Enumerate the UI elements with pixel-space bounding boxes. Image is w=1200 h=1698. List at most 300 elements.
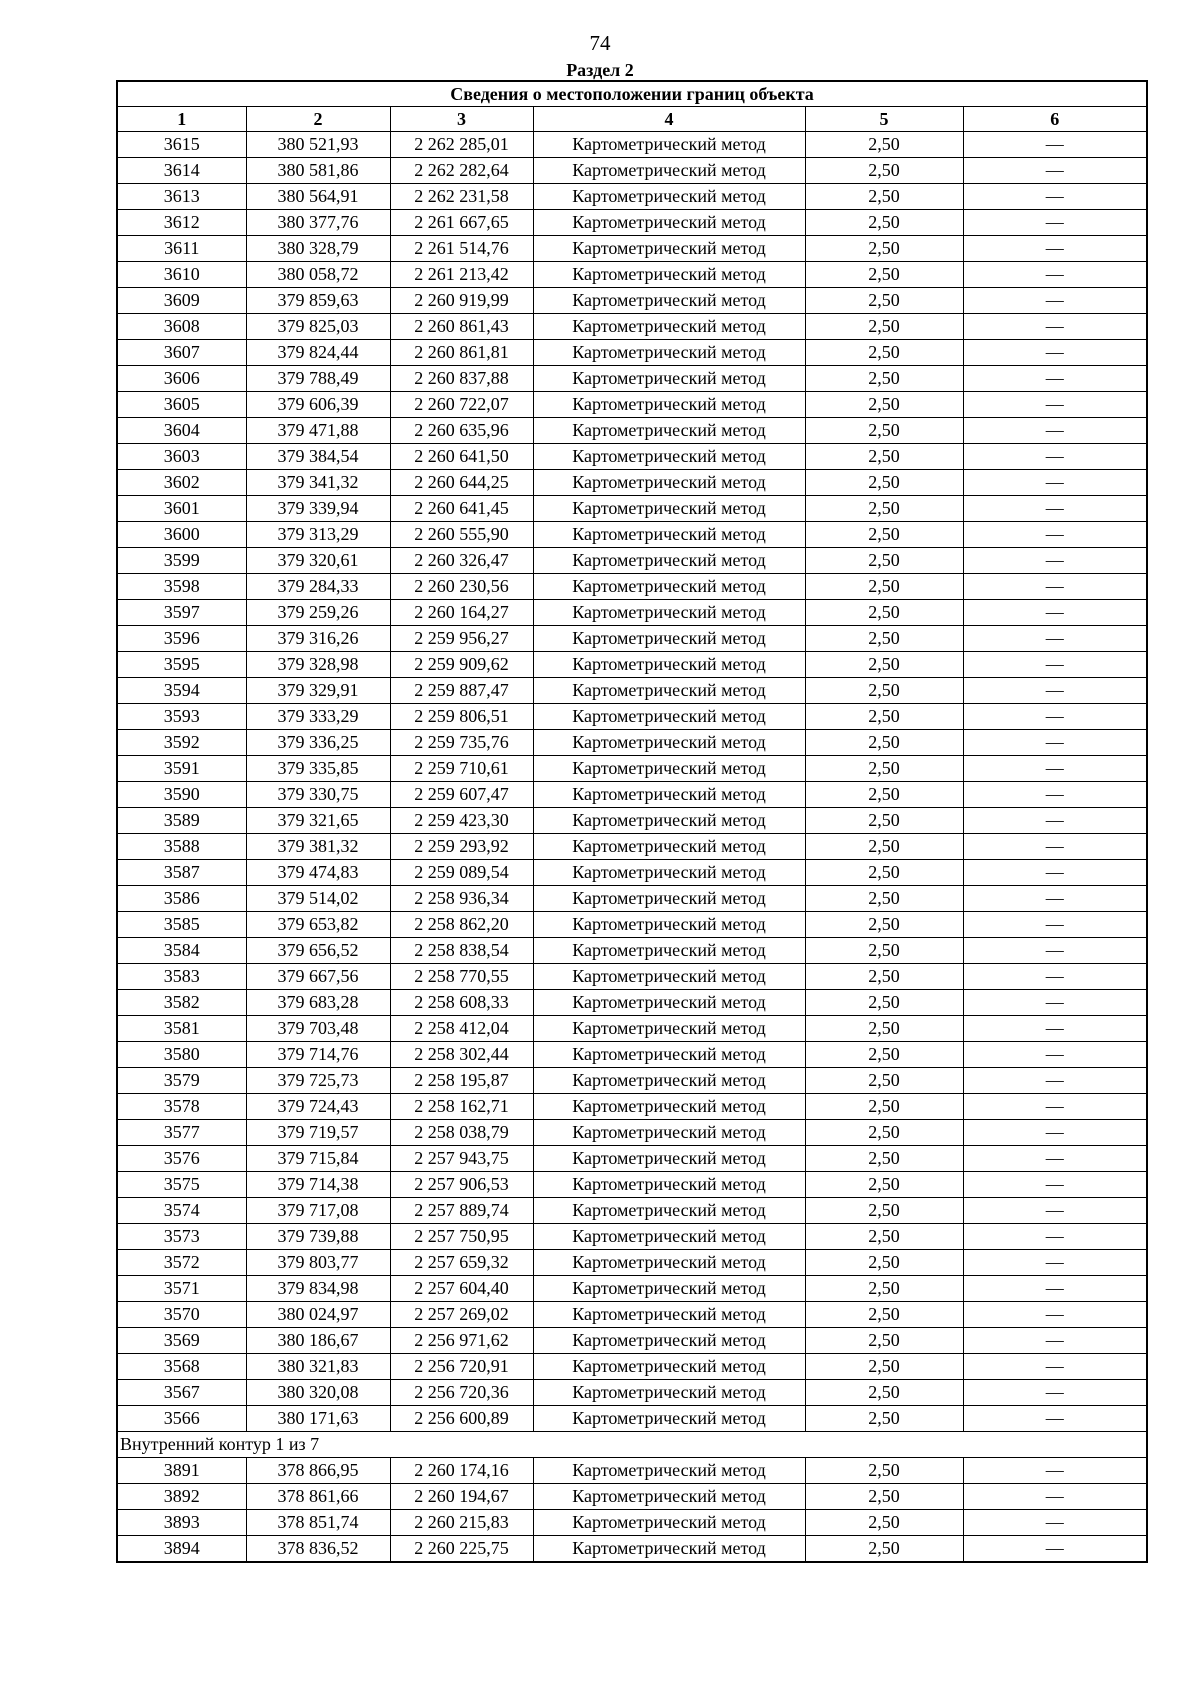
y-coordinate-cell: 2 258 770,55 — [390, 964, 533, 990]
point-number-cell: 3576 — [117, 1146, 246, 1172]
table-row — [117, 158, 1147, 184]
description-cell: — — [963, 652, 1147, 678]
accuracy-cell: 2,50 — [805, 600, 963, 626]
y-coordinate-cell: 2 261 667,65 — [390, 210, 533, 236]
point-number-cell: 3595 — [117, 652, 246, 678]
accuracy-cell: 2,50 — [805, 1380, 963, 1406]
description-cell: — — [963, 1536, 1147, 1563]
x-coordinate-cell: 378 836,52 — [246, 1536, 390, 1563]
y-coordinate-cell: 2 258 038,79 — [390, 1120, 533, 1146]
y-coordinate-cell: 2 258 412,04 — [390, 1016, 533, 1042]
method-cell: Картометрический метод — [533, 288, 805, 314]
point-number-cell: 3591 — [117, 756, 246, 782]
table-row — [117, 730, 1147, 756]
accuracy-cell: 2,50 — [805, 1406, 963, 1432]
description-cell: — — [963, 314, 1147, 340]
table-row — [117, 496, 1147, 522]
table-row — [117, 1328, 1147, 1354]
method-cell: Картометрический метод — [533, 1328, 805, 1354]
y-coordinate-cell: 2 262 231,58 — [390, 184, 533, 210]
accuracy-cell: 2,50 — [805, 340, 963, 366]
table-row — [117, 704, 1147, 730]
x-coordinate-cell: 379 656,52 — [246, 938, 390, 964]
description-cell: — — [963, 522, 1147, 548]
description-cell: — — [963, 1042, 1147, 1068]
description-cell: — — [963, 470, 1147, 496]
description-cell: — — [963, 340, 1147, 366]
accuracy-cell: 2,50 — [805, 1536, 963, 1563]
method-cell: Картометрический метод — [533, 782, 805, 808]
y-coordinate-cell: 2 259 710,61 — [390, 756, 533, 782]
description-cell: — — [963, 548, 1147, 574]
accuracy-cell: 2,50 — [805, 392, 963, 418]
accuracy-cell: 2,50 — [805, 1458, 963, 1484]
x-coordinate-cell: 379 714,76 — [246, 1042, 390, 1068]
column-header: 4 — [533, 107, 805, 132]
method-cell: Картометрический метод — [533, 1068, 805, 1094]
method-cell: Картометрический метод — [533, 392, 805, 418]
table-row — [117, 912, 1147, 938]
x-coordinate-cell: 379 803,77 — [246, 1250, 390, 1276]
point-number-cell: 3586 — [117, 886, 246, 912]
method-cell: Картометрический метод — [533, 366, 805, 392]
point-number-cell: 3577 — [117, 1120, 246, 1146]
description-cell: — — [963, 808, 1147, 834]
description-cell: — — [963, 678, 1147, 704]
method-cell: Картометрический метод — [533, 548, 805, 574]
table-row — [117, 808, 1147, 834]
method-cell: Картометрический метод — [533, 600, 805, 626]
accuracy-cell: 2,50 — [805, 288, 963, 314]
accuracy-cell: 2,50 — [805, 522, 963, 548]
accuracy-cell: 2,50 — [805, 366, 963, 392]
x-coordinate-cell: 379 606,39 — [246, 392, 390, 418]
y-coordinate-cell: 2 260 635,96 — [390, 418, 533, 444]
y-coordinate-cell: 2 262 285,01 — [390, 132, 533, 158]
description-cell: — — [963, 1276, 1147, 1302]
table-row — [117, 1094, 1147, 1120]
point-number-cell: 3607 — [117, 340, 246, 366]
method-cell: Картометрический метод — [533, 1198, 805, 1224]
method-cell: Картометрический метод — [533, 522, 805, 548]
y-coordinate-cell: 2 258 195,87 — [390, 1068, 533, 1094]
accuracy-cell: 2,50 — [805, 704, 963, 730]
table-row — [117, 1120, 1147, 1146]
point-number-cell: 3892 — [117, 1484, 246, 1510]
inner-contour-header-row — [117, 1432, 1147, 1458]
x-coordinate-cell: 379 339,94 — [246, 496, 390, 522]
y-coordinate-cell: 2 259 806,51 — [390, 704, 533, 730]
accuracy-cell: 2,50 — [805, 860, 963, 886]
y-coordinate-cell: 2 262 282,64 — [390, 158, 533, 184]
accuracy-cell: 2,50 — [805, 132, 963, 158]
accuracy-cell: 2,50 — [805, 834, 963, 860]
y-coordinate-cell: 2 260 555,90 — [390, 522, 533, 548]
y-coordinate-cell: 2 260 174,16 — [390, 1458, 533, 1484]
accuracy-cell: 2,50 — [805, 574, 963, 600]
point-number-cell: 3590 — [117, 782, 246, 808]
point-number-cell: 3615 — [117, 132, 246, 158]
accuracy-cell: 2,50 — [805, 1276, 963, 1302]
description-cell: — — [963, 1198, 1147, 1224]
description-cell: — — [963, 782, 1147, 808]
description-cell: — — [963, 418, 1147, 444]
point-number-cell: 3609 — [117, 288, 246, 314]
description-cell: — — [963, 860, 1147, 886]
table-row — [117, 1484, 1147, 1510]
method-cell: Картометрический метод — [533, 1276, 805, 1302]
method-cell: Картометрический метод — [533, 470, 805, 496]
description-cell: — — [963, 1146, 1147, 1172]
x-coordinate-cell: 379 316,26 — [246, 626, 390, 652]
description-cell: — — [963, 1120, 1147, 1146]
method-cell: Картометрический метод — [533, 808, 805, 834]
y-coordinate-cell: 2 260 837,88 — [390, 366, 533, 392]
description-cell: — — [963, 1068, 1147, 1094]
method-cell: Картометрический метод — [533, 1458, 805, 1484]
x-coordinate-cell: 379 703,48 — [246, 1016, 390, 1042]
description-cell: — — [963, 444, 1147, 470]
point-number-cell: 3602 — [117, 470, 246, 496]
method-cell: Картометрический метод — [533, 1146, 805, 1172]
accuracy-cell: 2,50 — [805, 1094, 963, 1120]
description-cell: — — [963, 1406, 1147, 1432]
table-row — [117, 262, 1147, 288]
inner-contour-rows — [117, 1458, 1147, 1563]
x-coordinate-cell: 379 381,32 — [246, 834, 390, 860]
description-cell: — — [963, 1224, 1147, 1250]
x-coordinate-cell: 379 384,54 — [246, 444, 390, 470]
table-row — [117, 652, 1147, 678]
boundary-table — [116, 80, 1148, 1563]
method-cell: Картометрический метод — [533, 730, 805, 756]
y-coordinate-cell: 2 260 861,43 — [390, 314, 533, 340]
description-cell: — — [963, 236, 1147, 262]
table-row — [117, 1068, 1147, 1094]
accuracy-cell: 2,50 — [805, 444, 963, 470]
point-number-cell: 3613 — [117, 184, 246, 210]
x-coordinate-cell: 380 328,79 — [246, 236, 390, 262]
y-coordinate-cell: 2 257 604,40 — [390, 1276, 533, 1302]
method-cell: Картометрический метод — [533, 912, 805, 938]
table-row — [117, 1146, 1147, 1172]
description-cell: — — [963, 756, 1147, 782]
y-coordinate-cell: 2 256 720,36 — [390, 1380, 533, 1406]
accuracy-cell: 2,50 — [805, 210, 963, 236]
accuracy-cell: 2,50 — [805, 1016, 963, 1042]
accuracy-cell: 2,50 — [805, 158, 963, 184]
table-row — [117, 964, 1147, 990]
point-number-cell: 3612 — [117, 210, 246, 236]
table-row — [117, 184, 1147, 210]
outer-contour-rows — [117, 132, 1147, 1432]
method-cell: Картометрический метод — [533, 340, 805, 366]
method-cell: Картометрический метод — [533, 652, 805, 678]
description-cell: — — [963, 210, 1147, 236]
method-cell: Картометрический метод — [533, 1406, 805, 1432]
y-coordinate-cell: 2 260 644,25 — [390, 470, 533, 496]
method-cell: Картометрический метод — [533, 1120, 805, 1146]
y-coordinate-cell: 2 257 659,32 — [390, 1250, 533, 1276]
y-coordinate-cell: 2 256 600,89 — [390, 1406, 533, 1432]
method-cell: Картометрический метод — [533, 1354, 805, 1380]
accuracy-cell: 2,50 — [805, 938, 963, 964]
point-number-cell: 3579 — [117, 1068, 246, 1094]
table-row — [117, 886, 1147, 912]
description-cell: — — [963, 1172, 1147, 1198]
point-number-cell: 3594 — [117, 678, 246, 704]
table-row — [117, 1250, 1147, 1276]
point-number-cell: 3568 — [117, 1354, 246, 1380]
description-cell: — — [963, 964, 1147, 990]
accuracy-cell: 2,50 — [805, 1146, 963, 1172]
x-coordinate-cell: 379 313,29 — [246, 522, 390, 548]
y-coordinate-cell: 2 258 862,20 — [390, 912, 533, 938]
table-row — [117, 236, 1147, 262]
point-number-cell: 3893 — [117, 1510, 246, 1536]
y-coordinate-cell: 2 256 971,62 — [390, 1328, 533, 1354]
table-row — [117, 314, 1147, 340]
x-coordinate-cell: 379 717,08 — [246, 1198, 390, 1224]
method-cell: Картометрический метод — [533, 1536, 805, 1563]
y-coordinate-cell: 2 260 215,83 — [390, 1510, 533, 1536]
description-cell: — — [963, 1250, 1147, 1276]
description-cell: — — [963, 366, 1147, 392]
x-coordinate-cell: 379 474,83 — [246, 860, 390, 886]
x-coordinate-cell: 379 824,44 — [246, 340, 390, 366]
x-coordinate-cell: 379 341,32 — [246, 470, 390, 496]
table-row — [117, 782, 1147, 808]
accuracy-cell: 2,50 — [805, 1302, 963, 1328]
point-number-cell: 3601 — [117, 496, 246, 522]
point-number-cell: 3566 — [117, 1406, 246, 1432]
point-number-cell: 3605 — [117, 392, 246, 418]
table-row — [117, 1380, 1147, 1406]
method-cell: Картометрический метод — [533, 964, 805, 990]
column-header: 6 — [963, 107, 1147, 132]
x-coordinate-cell: 378 861,66 — [246, 1484, 390, 1510]
accuracy-cell: 2,50 — [805, 470, 963, 496]
accuracy-cell: 2,50 — [805, 1198, 963, 1224]
x-coordinate-cell: 380 058,72 — [246, 262, 390, 288]
column-number-row — [117, 107, 1147, 132]
description-cell: — — [963, 1510, 1147, 1536]
section-title: Раздел 2 — [566, 60, 634, 80]
y-coordinate-cell: 2 259 909,62 — [390, 652, 533, 678]
accuracy-cell: 2,50 — [805, 1120, 963, 1146]
x-coordinate-cell: 379 683,28 — [246, 990, 390, 1016]
method-cell: Картометрический метод — [533, 678, 805, 704]
y-coordinate-cell: 2 260 861,81 — [390, 340, 533, 366]
x-coordinate-cell: 380 186,67 — [246, 1328, 390, 1354]
description-cell: — — [963, 184, 1147, 210]
point-number-cell: 3610 — [117, 262, 246, 288]
description-cell: — — [963, 1484, 1147, 1510]
accuracy-cell: 2,50 — [805, 912, 963, 938]
description-cell: — — [963, 886, 1147, 912]
y-coordinate-cell: 2 257 750,95 — [390, 1224, 533, 1250]
table-row — [117, 132, 1147, 158]
x-coordinate-cell: 380 321,83 — [246, 1354, 390, 1380]
x-coordinate-cell: 379 328,98 — [246, 652, 390, 678]
y-coordinate-cell: 2 259 956,27 — [390, 626, 533, 652]
description-cell: — — [963, 496, 1147, 522]
table-row — [117, 756, 1147, 782]
description-cell: — — [963, 990, 1147, 1016]
point-number-cell: 3608 — [117, 314, 246, 340]
x-coordinate-cell: 379 471,88 — [246, 418, 390, 444]
point-number-cell: 3588 — [117, 834, 246, 860]
description-cell: — — [963, 574, 1147, 600]
y-coordinate-cell: 2 259 293,92 — [390, 834, 533, 860]
y-coordinate-cell: 2 257 269,02 — [390, 1302, 533, 1328]
method-cell: Картометрический метод — [533, 1380, 805, 1406]
accuracy-cell: 2,50 — [805, 990, 963, 1016]
accuracy-cell: 2,50 — [805, 1354, 963, 1380]
description-cell: — — [963, 704, 1147, 730]
point-number-cell: 3582 — [117, 990, 246, 1016]
description-cell: — — [963, 730, 1147, 756]
y-coordinate-cell: 2 259 607,47 — [390, 782, 533, 808]
y-coordinate-cell: 2 260 919,99 — [390, 288, 533, 314]
accuracy-cell: 2,50 — [805, 262, 963, 288]
accuracy-cell: 2,50 — [805, 808, 963, 834]
x-coordinate-cell: 379 825,03 — [246, 314, 390, 340]
table-row — [117, 210, 1147, 236]
x-coordinate-cell: 379 859,63 — [246, 288, 390, 314]
table-row — [117, 1198, 1147, 1224]
accuracy-cell: 2,50 — [805, 1250, 963, 1276]
table-row — [117, 418, 1147, 444]
x-coordinate-cell: 379 333,29 — [246, 704, 390, 730]
inner-contour-section — [117, 1432, 1147, 1458]
point-number-cell: 3614 — [117, 158, 246, 184]
method-cell: Картометрический метод — [533, 262, 805, 288]
y-coordinate-cell: 2 259 887,47 — [390, 678, 533, 704]
method-cell: Картометрический метод — [533, 236, 805, 262]
accuracy-cell: 2,50 — [805, 418, 963, 444]
accuracy-cell: 2,50 — [805, 1172, 963, 1198]
table-row — [117, 522, 1147, 548]
accuracy-cell: 2,50 — [805, 1042, 963, 1068]
point-number-cell: 3573 — [117, 1224, 246, 1250]
y-coordinate-cell: 2 259 735,76 — [390, 730, 533, 756]
y-coordinate-cell: 2 256 720,91 — [390, 1354, 533, 1380]
table-row — [117, 1354, 1147, 1380]
method-cell: Картометрический метод — [533, 1224, 805, 1250]
description-cell: — — [963, 1354, 1147, 1380]
accuracy-cell: 2,50 — [805, 964, 963, 990]
y-coordinate-cell: 2 258 838,54 — [390, 938, 533, 964]
method-cell: Картометрический метод — [533, 704, 805, 730]
table-row — [117, 1302, 1147, 1328]
point-number-cell: 3572 — [117, 1250, 246, 1276]
method-cell: Картометрический метод — [533, 626, 805, 652]
table-row — [117, 1536, 1147, 1563]
method-cell: Картометрический метод — [533, 860, 805, 886]
accuracy-cell: 2,50 — [805, 184, 963, 210]
x-coordinate-cell: 380 377,76 — [246, 210, 390, 236]
point-number-cell: 3567 — [117, 1380, 246, 1406]
table-row — [117, 444, 1147, 470]
y-coordinate-cell: 2 261 514,76 — [390, 236, 533, 262]
point-number-cell: 3569 — [117, 1328, 246, 1354]
method-cell: Картометрический метод — [533, 444, 805, 470]
accuracy-cell: 2,50 — [805, 782, 963, 808]
method-cell: Картометрический метод — [533, 1042, 805, 1068]
x-coordinate-cell: 379 725,73 — [246, 1068, 390, 1094]
point-number-cell: 3606 — [117, 366, 246, 392]
method-cell: Картометрический метод — [533, 886, 805, 912]
method-cell: Картометрический метод — [533, 1484, 805, 1510]
table-row — [117, 1224, 1147, 1250]
description-cell: — — [963, 912, 1147, 938]
column-header: 1 — [117, 107, 246, 132]
description-cell: — — [963, 392, 1147, 418]
table-row — [117, 626, 1147, 652]
point-number-cell: 3891 — [117, 1458, 246, 1484]
description-cell: — — [963, 938, 1147, 964]
table-row — [117, 860, 1147, 886]
table-row — [117, 340, 1147, 366]
method-cell: Картометрический метод — [533, 1250, 805, 1276]
table-row — [117, 392, 1147, 418]
description-cell: — — [963, 626, 1147, 652]
point-number-cell: 3611 — [117, 236, 246, 262]
x-coordinate-cell: 379 514,02 — [246, 886, 390, 912]
y-coordinate-cell: 2 260 641,45 — [390, 496, 533, 522]
y-coordinate-cell: 2 260 641,50 — [390, 444, 533, 470]
table-title-row — [117, 81, 1147, 107]
accuracy-cell: 2,50 — [805, 1484, 963, 1510]
table-row — [117, 1276, 1147, 1302]
x-coordinate-cell: 378 866,95 — [246, 1458, 390, 1484]
description-cell: — — [963, 1458, 1147, 1484]
method-cell: Картометрический метод — [533, 1094, 805, 1120]
point-number-cell: 3581 — [117, 1016, 246, 1042]
y-coordinate-cell: 2 257 889,74 — [390, 1198, 533, 1224]
point-number-cell: 3574 — [117, 1198, 246, 1224]
description-cell: — — [963, 1016, 1147, 1042]
column-header: 5 — [805, 107, 963, 132]
accuracy-cell: 2,50 — [805, 1224, 963, 1250]
method-cell: Картометрический метод — [533, 314, 805, 340]
x-coordinate-cell: 380 564,91 — [246, 184, 390, 210]
table-row — [117, 938, 1147, 964]
x-coordinate-cell: 378 851,74 — [246, 1510, 390, 1536]
table-row — [117, 1458, 1147, 1484]
point-number-cell: 3597 — [117, 600, 246, 626]
x-coordinate-cell: 380 171,63 — [246, 1406, 390, 1432]
x-coordinate-cell: 379 330,75 — [246, 782, 390, 808]
table-row — [117, 1042, 1147, 1068]
method-cell: Картометрический метод — [533, 1302, 805, 1328]
point-number-cell: 3599 — [117, 548, 246, 574]
method-cell: Картометрический метод — [533, 158, 805, 184]
point-number-cell: 3587 — [117, 860, 246, 886]
accuracy-cell: 2,50 — [805, 1328, 963, 1354]
x-coordinate-cell: 379 321,65 — [246, 808, 390, 834]
y-coordinate-cell: 2 258 608,33 — [390, 990, 533, 1016]
x-coordinate-cell: 379 335,85 — [246, 756, 390, 782]
x-coordinate-cell: 380 024,97 — [246, 1302, 390, 1328]
point-number-cell: 3583 — [117, 964, 246, 990]
x-coordinate-cell: 379 788,49 — [246, 366, 390, 392]
method-cell: Картометрический метод — [533, 1510, 805, 1536]
point-number-cell: 3593 — [117, 704, 246, 730]
y-coordinate-cell: 2 259 423,30 — [390, 808, 533, 834]
column-header: 2 — [246, 107, 390, 132]
